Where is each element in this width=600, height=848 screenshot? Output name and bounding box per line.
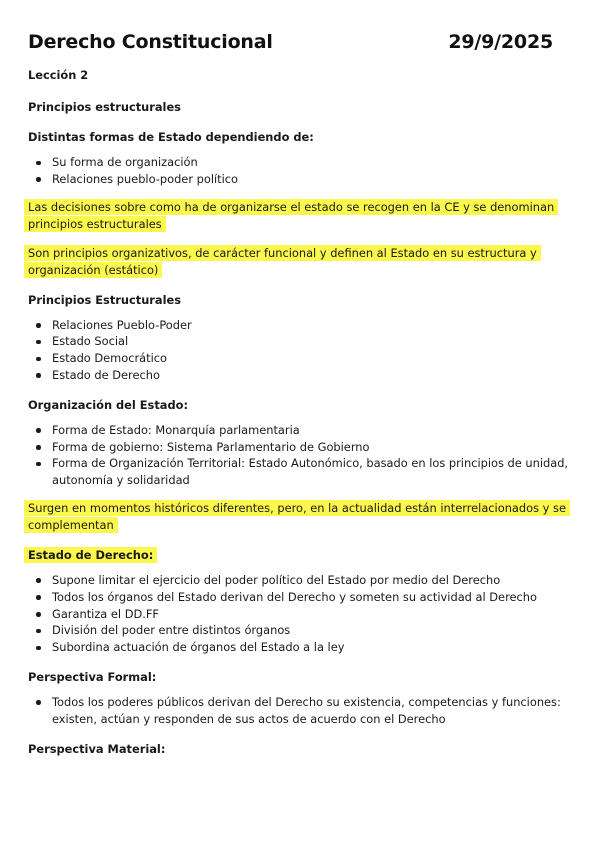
list-item: Estado de Derecho [28,367,573,384]
document-title: Derecho Constitucional [28,31,273,53]
section-heading-principios: Principios estructurales [28,100,181,114]
organizacion-list [28,422,573,489]
list-item: Forma de gobierno: Sistema Parlamentario de Gobierno [28,439,573,456]
highlight-text: Las decisiones sobre como ha de organizarse el estado se recogen en la CE y se denominan principios estructurales [24,199,558,232]
list-item: Su forma de organización [28,154,573,171]
document-body [28,68,573,757]
formas-list [28,154,573,188]
list-item: Relaciones pueblo-poder político [28,171,573,188]
list-item: Subordina actuación de órganos del Estado a la ley [28,639,573,656]
section-heading-perspectiva-formal: Perspectiva Formal: [28,669,157,684]
section-heading-organizacion: Organización del Estado: [28,397,189,412]
section-heading-perspectiva-material: Perspectiva Material: [28,741,166,756]
list-item: Estado Social [28,333,573,350]
list-item: Forma de Organización Territorial: Estado Autonómico, basado en los principios de unidad, autonomía y solidaridad [28,455,573,489]
lesson-heading: Lección 2 [28,68,89,82]
list-item: Relaciones Pueblo-Poder [28,317,573,334]
highlighted-paragraph [28,500,573,534]
section-heading-estado-derecho [28,548,573,563]
list-item: Todos los poderes públicos derivan del Derecho su existencia, competencias y funciones: existen, actúan y responden de sus actos de acuerdo con el Derecho [28,694,573,728]
principios-list [28,317,573,384]
document-date: 29/9/2025 [448,31,553,53]
list-item: Garantiza el DD.FF [28,606,573,623]
list-item: Forma de Estado: Monarquía parlamentaria [28,422,573,439]
document-header [28,31,553,53]
estado-derecho-list [28,572,573,656]
section-heading-formas: Distintas formas de Estado dependiendo de: [28,130,314,144]
section-heading-principios-estructurales: Principios Estructurales [28,292,182,307]
list-item: Estado Democrático [28,350,573,367]
list-item: Todos los órganos del Estado derivan del Derecho y someten su actividad al Derecho [28,589,573,606]
highlight-text: Surgen en momentos históricos diferentes, pero, en la actualidad están interrelacionados y se complementan [24,500,570,533]
list-item: Supone limitar el ejercicio del poder político del Estado por medio del Derecho [28,572,573,589]
perspectiva-formal-list [28,694,573,728]
highlight-text: Son principios organizativos, de carácter funcional y definen al Estado en su estructura y organización (estático) [24,245,541,278]
highlighted-paragraph [28,199,573,233]
highlight-text: Estado de Derecho: [24,547,157,563]
highlighted-paragraph [28,245,573,279]
list-item: División del poder entre distintos órganos [28,622,573,639]
